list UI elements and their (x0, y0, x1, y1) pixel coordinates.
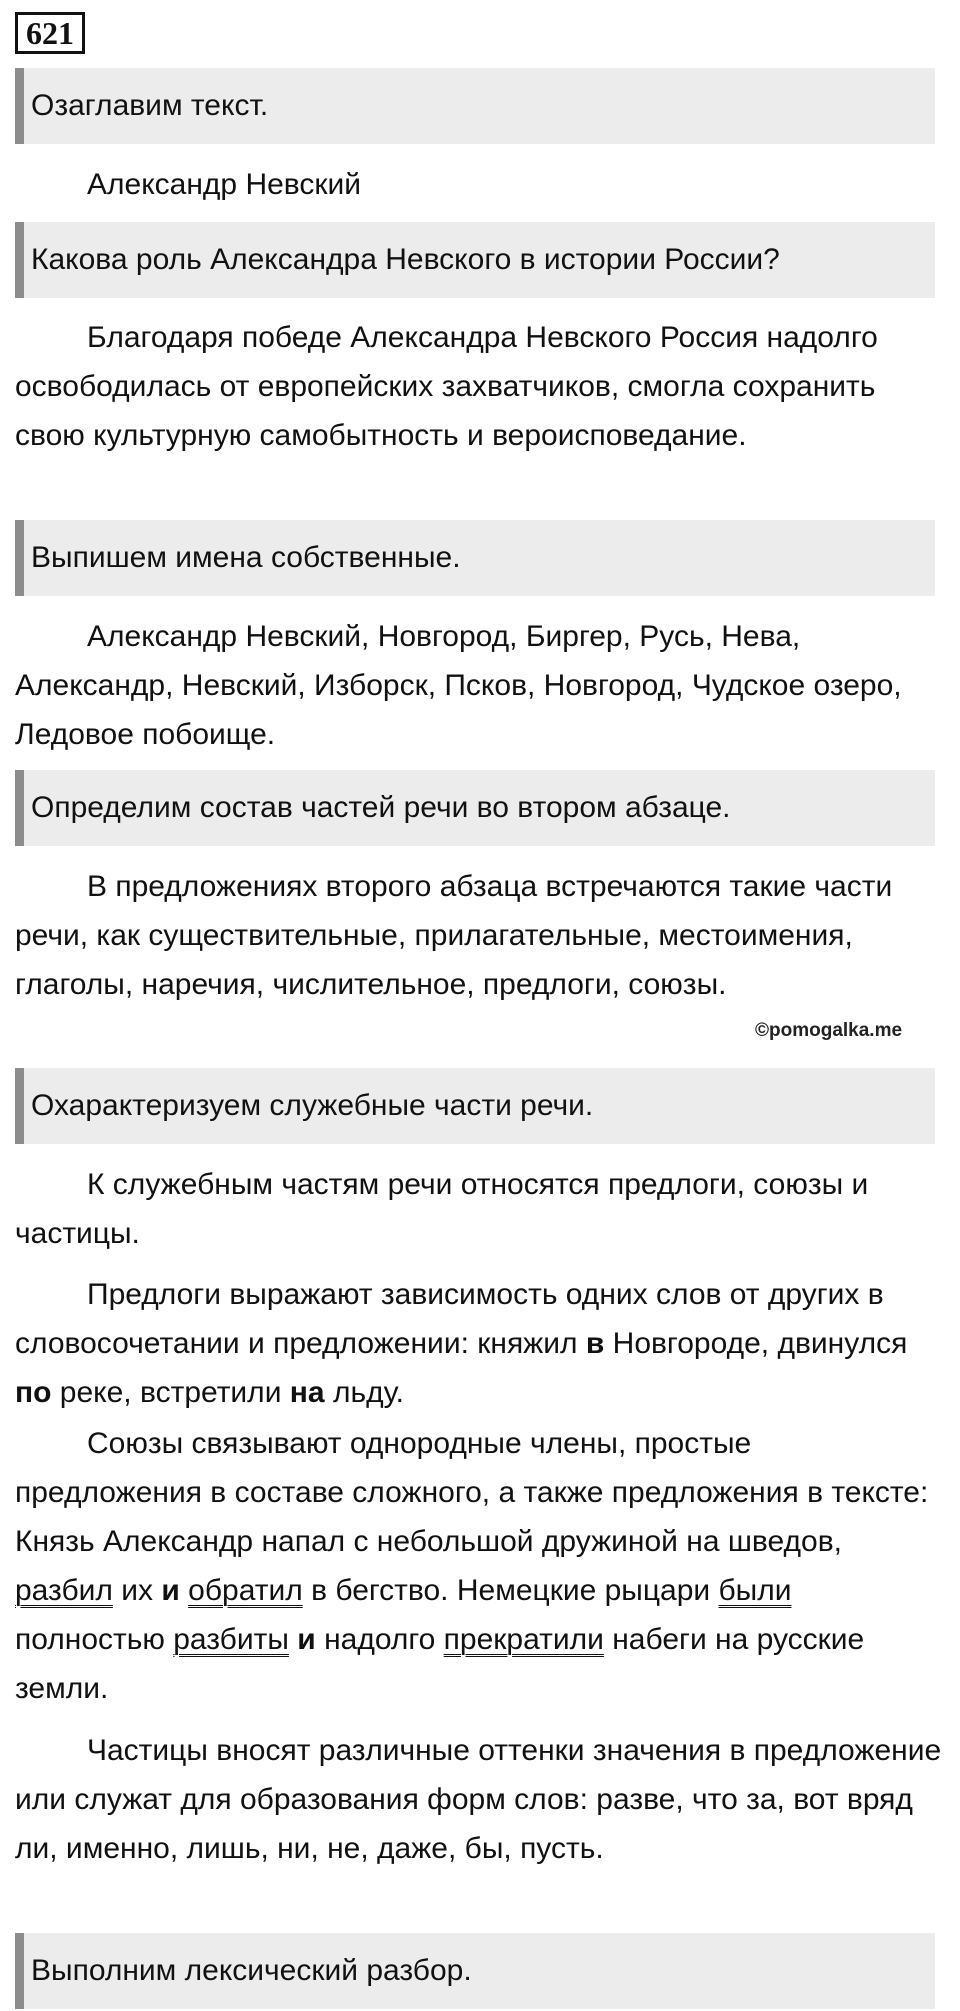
header-text: Какова роль Александра Невского в истории России? (31, 243, 780, 276)
bold-preposition: на (289, 1376, 325, 1409)
underlined-predicate: были (718, 1574, 792, 1607)
header-text: Определим состав частей речи во втором абзаце. (31, 791, 731, 824)
bold-preposition: в (585, 1327, 605, 1360)
answer-parts-of-speech (15, 862, 945, 1009)
text-segment: Новгороде, двинулся (604, 1327, 908, 1360)
answer-text: Александр Невский (87, 168, 362, 201)
answer-function-words (15, 1160, 945, 1258)
paragraph-prepositions (15, 1270, 945, 1417)
underlined-predicate: прекратили (443, 1623, 604, 1656)
answer-text: К служебным частям речи относятся предлоги, союзы и частицы. (15, 1168, 869, 1250)
bold-conjunction: и (161, 1574, 180, 1607)
header-text: Озаглавим текст. (31, 89, 269, 122)
underlined-predicate: разбиты (173, 1623, 289, 1656)
question-header-lexical (15, 1933, 935, 2009)
question-header-title (15, 68, 935, 144)
watermark: ©pomogalka.me (755, 1020, 903, 1041)
text-segment: полностью (15, 1623, 174, 1656)
text-segment: их (112, 1574, 162, 1607)
answer-proper-names (15, 612, 945, 759)
bold-preposition: по (15, 1376, 52, 1409)
text-segment (180, 1574, 188, 1607)
paragraph-conjunctions (15, 1419, 945, 1713)
answer-text: Частицы вносят различные оттенки значения в предложение или служат для образования форм слов: разве, что за, вот вряд ли, именно, лишь, ни, не, даже, бы, пусть. (15, 1734, 942, 1865)
header-text: Выполним лексический разбор. (31, 1954, 472, 1987)
text-segment: набеги на русские земли. (15, 1623, 865, 1705)
question-header-proper-names (15, 520, 935, 596)
question-header-function-words (15, 1068, 935, 1144)
answer-text: Александр Невский, Новгород, Биргер, Русь, Нева, Александр, Невский, Изборск, Псков, Новгород, Чудское озеро, Ледовое побоище. (15, 620, 902, 751)
answer-title (15, 160, 945, 209)
text-segment: Союзы связывают однородные члены, простые предложения в составе сложного, а также предложения в тексте: Князь Александр напал с небольшой дружиной на шведов, (15, 1427, 929, 1558)
question-header-parts-of-speech (15, 770, 935, 846)
bold-conjunction: и (297, 1623, 316, 1656)
text-segment: льду. (324, 1376, 404, 1409)
paragraph-particles (15, 1726, 945, 1873)
text-segment: реке, встретили (51, 1376, 290, 1409)
text-segment: надолго (315, 1623, 444, 1656)
text-segment: Предлоги выражают зависимость одних слов от других в словосочетании и предложении: княжил (15, 1278, 884, 1360)
answer-role (15, 313, 945, 460)
answer-text: Благодаря победе Александра Невского Россия надолго освободилась от европейских захватчиков, смогла сохранить свою культурную самобытность и вероисповедание. (15, 321, 878, 452)
question-header-role (15, 222, 935, 298)
underlined-predicate: разбил (15, 1574, 113, 1607)
task-number: 621 (15, 12, 85, 54)
underlined-predicate: обратил (188, 1574, 303, 1607)
header-text: Охарактеризуем служебные части речи. (31, 1089, 594, 1122)
answer-text: В предложениях второго абзаца встречаются такие части речи, как существительные, прилагательные, местоимения, глаголы, наречия, числительное, предлоги, союзы. (15, 870, 893, 1001)
text-segment: в бегство. Немецкие рыцари (302, 1574, 719, 1607)
header-text: Выпишем имена собственные. (31, 541, 461, 574)
